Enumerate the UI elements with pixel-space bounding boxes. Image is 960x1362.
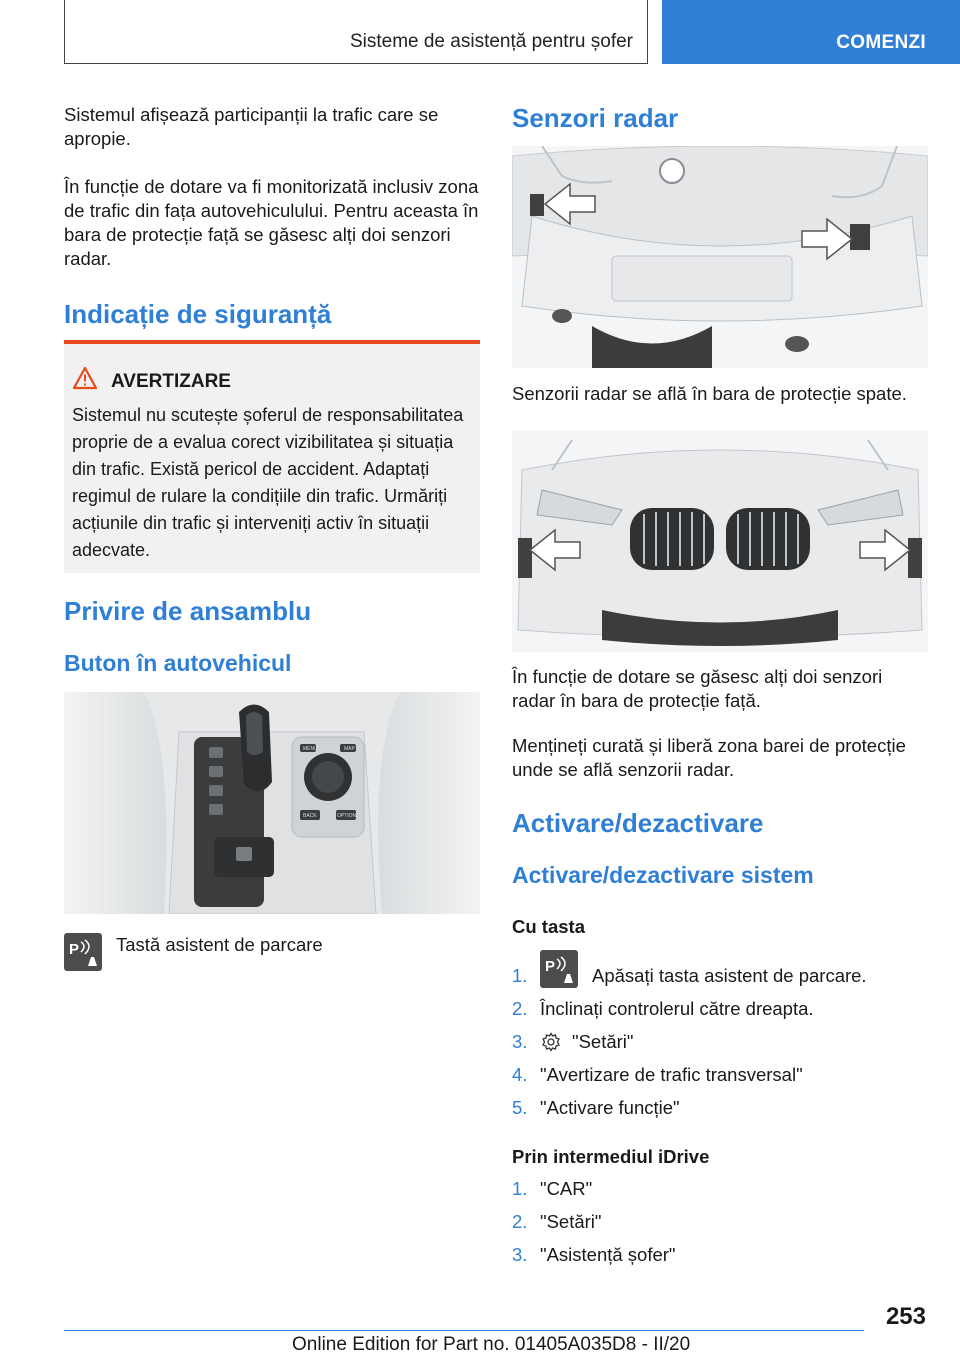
footer-edition-text: Online Edition for Part no. 01405A035D8 - II/20	[292, 1334, 691, 1355]
header-chapter-tab[interactable]	[662, 0, 960, 64]
key-step-1	[512, 958, 928, 988]
svg-text:P: P	[545, 958, 556, 975]
key-step-4	[512, 1063, 928, 1087]
idrive-step-1	[512, 1177, 928, 1201]
warning-text: Sistemul nu scutește șoferul de responsabilitatea proprie de a evalua corect vizibilitatea și situația din trafic. Există pericol de accident. Adaptați regimul de rulare la condițiile din trafic. Urmăriți acțiunile din trafic și interveniți activ în situații adecvate.	[72, 405, 464, 560]
park-assist-icon	[64, 933, 102, 971]
svg-text:P: P	[69, 941, 80, 958]
park-assist-icon	[540, 950, 578, 988]
park-assist-caption: Tastă asistent de parcare	[116, 934, 323, 955]
step-number: 1.	[512, 1178, 528, 1199]
step-number: 5.	[512, 1097, 528, 1118]
idrive-step-3	[512, 1243, 928, 1267]
front-sensors-caption: În funcție de dotare se găsesc alți doi senzori radar în bara de protecție față.	[512, 666, 883, 711]
step-text: "Setări"	[572, 1031, 634, 1052]
console-label-menu: MENU	[303, 746, 318, 752]
step-number: 1.	[512, 965, 528, 986]
step-text: "Avertizare de trafic transversal"	[540, 1064, 803, 1085]
step-text: Înclinați controlerul către dreapta.	[540, 998, 814, 1019]
step-text: Apăsați tasta asistent de parcare.	[592, 965, 867, 986]
key-step-2	[512, 997, 928, 1021]
console-label-back: BACK	[303, 813, 317, 819]
activation-heading: Activare/dezactivare	[512, 808, 764, 838]
step-text: "Asistență șofer"	[540, 1244, 676, 1265]
idrive-step-2	[512, 1210, 928, 1234]
overview-heading: Privire de ansamblu	[64, 596, 312, 626]
footer-divider	[64, 1330, 864, 1331]
header-chapter-title: COMENZI	[836, 32, 926, 53]
step-text: "CAR"	[540, 1178, 593, 1199]
safety-heading: Indicație de siguranță	[64, 299, 332, 329]
step-number: 2.	[512, 1211, 528, 1232]
header-section-title: Sisteme de asistență pentru șofer	[349, 31, 633, 52]
step-text: "Setări"	[540, 1211, 602, 1232]
front-bumper-illustration	[512, 430, 928, 652]
page-number: 253	[885, 1303, 926, 1330]
step-number: 3.	[512, 1244, 528, 1265]
with-key-heading: Cu tasta	[512, 916, 585, 937]
center-console-illustration	[64, 692, 480, 914]
button-in-vehicle-heading: Buton în autovehicul	[64, 650, 292, 676]
warning-triangle-icon	[72, 366, 98, 390]
idrive-steps-list	[512, 1177, 928, 1276]
center-console-image	[64, 692, 480, 914]
key-step-3	[512, 1030, 928, 1054]
key-steps-list	[512, 958, 928, 1129]
warning-title: AVERTIZARE	[111, 371, 231, 392]
system-activation-heading: Activare/dezactivare sistem	[512, 862, 814, 888]
step-text: "Activare funcție"	[540, 1097, 680, 1118]
key-step-5	[512, 1096, 928, 1120]
rear-bumper-illustration	[512, 146, 928, 368]
rear-bumper-image	[512, 146, 928, 368]
console-label-map: MAP	[344, 746, 355, 752]
header-section-box	[64, 0, 648, 64]
console-label-option: OPTION	[337, 813, 357, 819]
rear-sensors-caption: Senzorii radar se află în bara de protecție spate.	[512, 383, 907, 404]
keep-clean-text: Mențineți curată și liberă zona barei de protecție unde se află senzorii radar.	[512, 735, 906, 780]
step-number: 3.	[512, 1031, 528, 1052]
radar-sensors-heading: Senzori radar	[512, 103, 679, 133]
via-idrive-heading: Prin intermediul iDrive	[512, 1146, 710, 1167]
gear-icon	[541, 1032, 561, 1052]
intro-paragraph-2: În funcție de dotare va fi monitorizată inclusiv zona de trafic din fața autovehiculului. Pentru aceasta în bara de protecție față se găsesc alți doi senzori radar.	[64, 176, 479, 269]
step-number: 4.	[512, 1064, 528, 1085]
warning-box	[64, 340, 480, 573]
step-number: 2.	[512, 998, 528, 1019]
intro-paragraph-1: Sistemul afișează participanții la trafic care se apropie.	[64, 104, 439, 149]
front-bumper-image	[512, 430, 928, 652]
